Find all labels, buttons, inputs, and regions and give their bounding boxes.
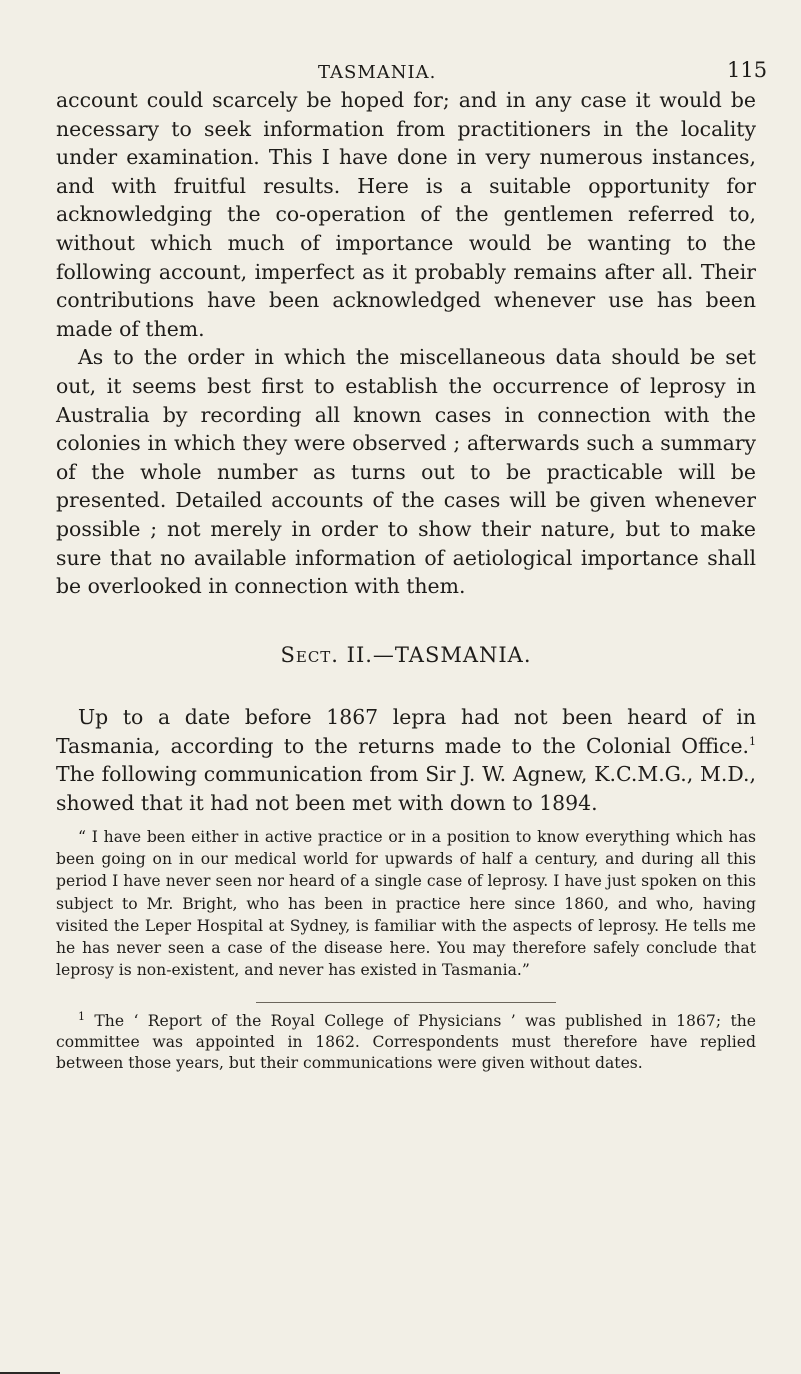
section-label: Sect. II. xyxy=(280,642,373,667)
footnote-text: The ‘ Report of the Royal College of Physicians ’ was published in 1867; the committee was appointed in 1862. Correspondents must therefore have replied between those years, but their communications were given without dates. xyxy=(56,1011,756,1073)
footnote-divider xyxy=(256,1002,556,1003)
section-title: —TASMANIA. xyxy=(372,642,532,667)
paragraph-3-text-b: The following communication from Sir J. W. Agnew, K.C.M.G., M.D., showed that it had not been met with down to 1894. xyxy=(56,762,756,816)
footnote xyxy=(56,1011,756,1075)
paragraph-3-text-a: Up to a date before 1867 lepra had not been heard of in Tasmania, according to the returns made to the Colonial Office. xyxy=(56,705,756,758)
body-text xyxy=(56,86,756,1075)
footnote-reference: 1 xyxy=(749,735,756,749)
page-number: 115 xyxy=(727,58,768,82)
section-heading xyxy=(56,641,756,670)
paragraph-1: account could scarcely be hoped for; and in any case it would be necessary to seek information from practitioners in the locality under examination. This I have done in very numerous instances, and with fruitful results. Here is a suitable opportunity for acknowledging the co-operation of the gentlemen referred to, without which much of importance would be wanting to the following account, imperfect as it probably remains after all. Their contributions have been acknowledged whenever use has been made of them. xyxy=(56,88,756,341)
footnote-mark: 1 xyxy=(78,1009,85,1023)
running-head xyxy=(0,58,801,88)
block-quote: “ I have been either in active practice or in a position to know everything which has been going on in our medical world for upwards of half a century, and during all this period I have never seen nor heard of a single case of leprosy. I have just spoken on this subject to Mr. Bright, who has been in practice here since 1860, and who, having visited the Leper Hospital at Sydney, is familiar with the aspects of leprosy. He tells me he has never seen a case of the disease here. You may therefore safely conclude that leprosy is non-existent, and never has existed in Tasmania.” xyxy=(56,827,756,980)
paragraph-3 xyxy=(56,703,756,817)
running-title: TASMANIA. xyxy=(318,62,437,83)
paragraph-2: As to the order in which the miscellaneous data should be set out, it seems best first to establish the occurrence of leprosy in Australia by recording all known cases in connection with the colonies in which they were observed ; afterwards such a summary of the whole number as turns out to be practicable will be presented. Detailed accounts of the cases will be given whenever possible ; not merely in order to show their nature, but to make sure that no available information of aetiological importance shall be overlooked in connection with them. xyxy=(56,345,756,599)
